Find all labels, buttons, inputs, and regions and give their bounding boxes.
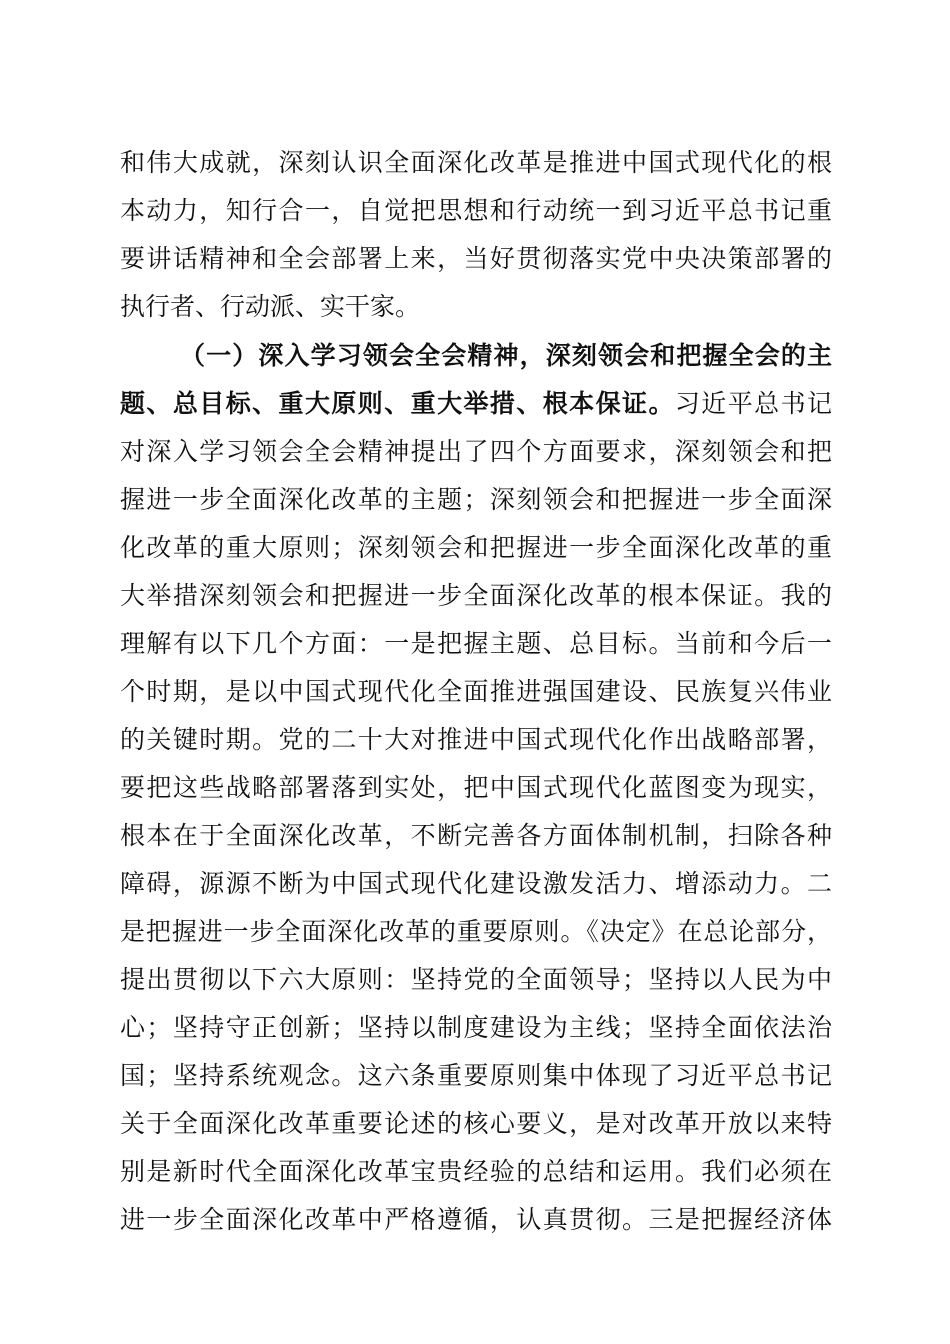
body-text-line: 障碍，源源不断为中国式现代化建设激发活力、增添动力。二 xyxy=(120,869,832,898)
body-text-line: 化改革的重大原则；深刻领会和把握进一步全面深化改革的重 xyxy=(120,533,832,562)
body-text-line: 要讲话精神和全会部署上来，当好贯彻落实党中央决策部署的 xyxy=(120,244,832,273)
section-heading-continuation xyxy=(120,384,832,424)
body-text-line: 的关键时期。党的二十大对推进中国式现代化作出战略部署， xyxy=(120,725,832,754)
body-text-line: 心；坚持守正创新；坚持以制度建设为主线；坚持全面依法治 xyxy=(120,1013,832,1042)
body-text-line: 别是新时代全面深化改革宝贵经验的总结和运用。我们必须在 xyxy=(120,1157,832,1186)
body-text-line: 关于全面深化改革重要论述的核心要义，是对改革开放以来特 xyxy=(120,1109,832,1138)
body-text-line: 本动力，知行合一，自觉把思想和行动统一到习近平总书记重 xyxy=(120,196,832,225)
body-text-line: 是把握进一步全面深化改革的重要原则。《决定》在总论部分， xyxy=(120,917,832,946)
body-text-line: 执行者、行动派、实干家。 xyxy=(120,292,421,321)
body-text-line: 理解有以下几个方面：一是把握主题、总目标。当前和今后一 xyxy=(120,629,832,658)
body-text-line: 根本在于全面深化改革，不断完善各方面体制机制，扫除各种 xyxy=(120,821,832,850)
body-text-line: 对深入学习领会全会精神提出了四个方面要求，深刻领会和把 xyxy=(120,437,832,466)
body-text-line: 个时期，是以中国式现代化全面推进强国建设、民族复兴伟业 xyxy=(120,677,832,706)
body-text-line: 国；坚持系统观念。这六条重要原则集中体现了习近平总书记 xyxy=(120,1061,832,1090)
section-heading-tail: 题、总目标、重大原则、重大举措、根本保证。 xyxy=(120,389,675,418)
body-text-fragment: 习近平总书记 xyxy=(674,389,832,418)
body-text-line: 进一步全面深化改革中严格遵循，认真贯彻。三是把握经济体 xyxy=(120,1205,832,1234)
section-heading-line: （一）深入学习领会全会精神，深刻领会和把握全会的主 xyxy=(180,341,832,370)
body-text-line: 和伟大成就，深刻认识全面深化改革是推进中国式现代化的根 xyxy=(120,148,832,177)
body-text-line: 大举措深刻领会和把握进一步全面深化改革的根本保证。我的 xyxy=(120,581,832,610)
body-text-line: 提出贯彻以下六大原则：坚持党的全面领导；坚持以人民为中 xyxy=(120,965,832,994)
body-text-line: 要把这些战略部署落到实处，把中国式现代化蓝图变为现实， xyxy=(120,773,832,802)
body-text-line: 握进一步全面深化改革的主题；深刻领会和把握进一步全面深 xyxy=(120,485,832,514)
